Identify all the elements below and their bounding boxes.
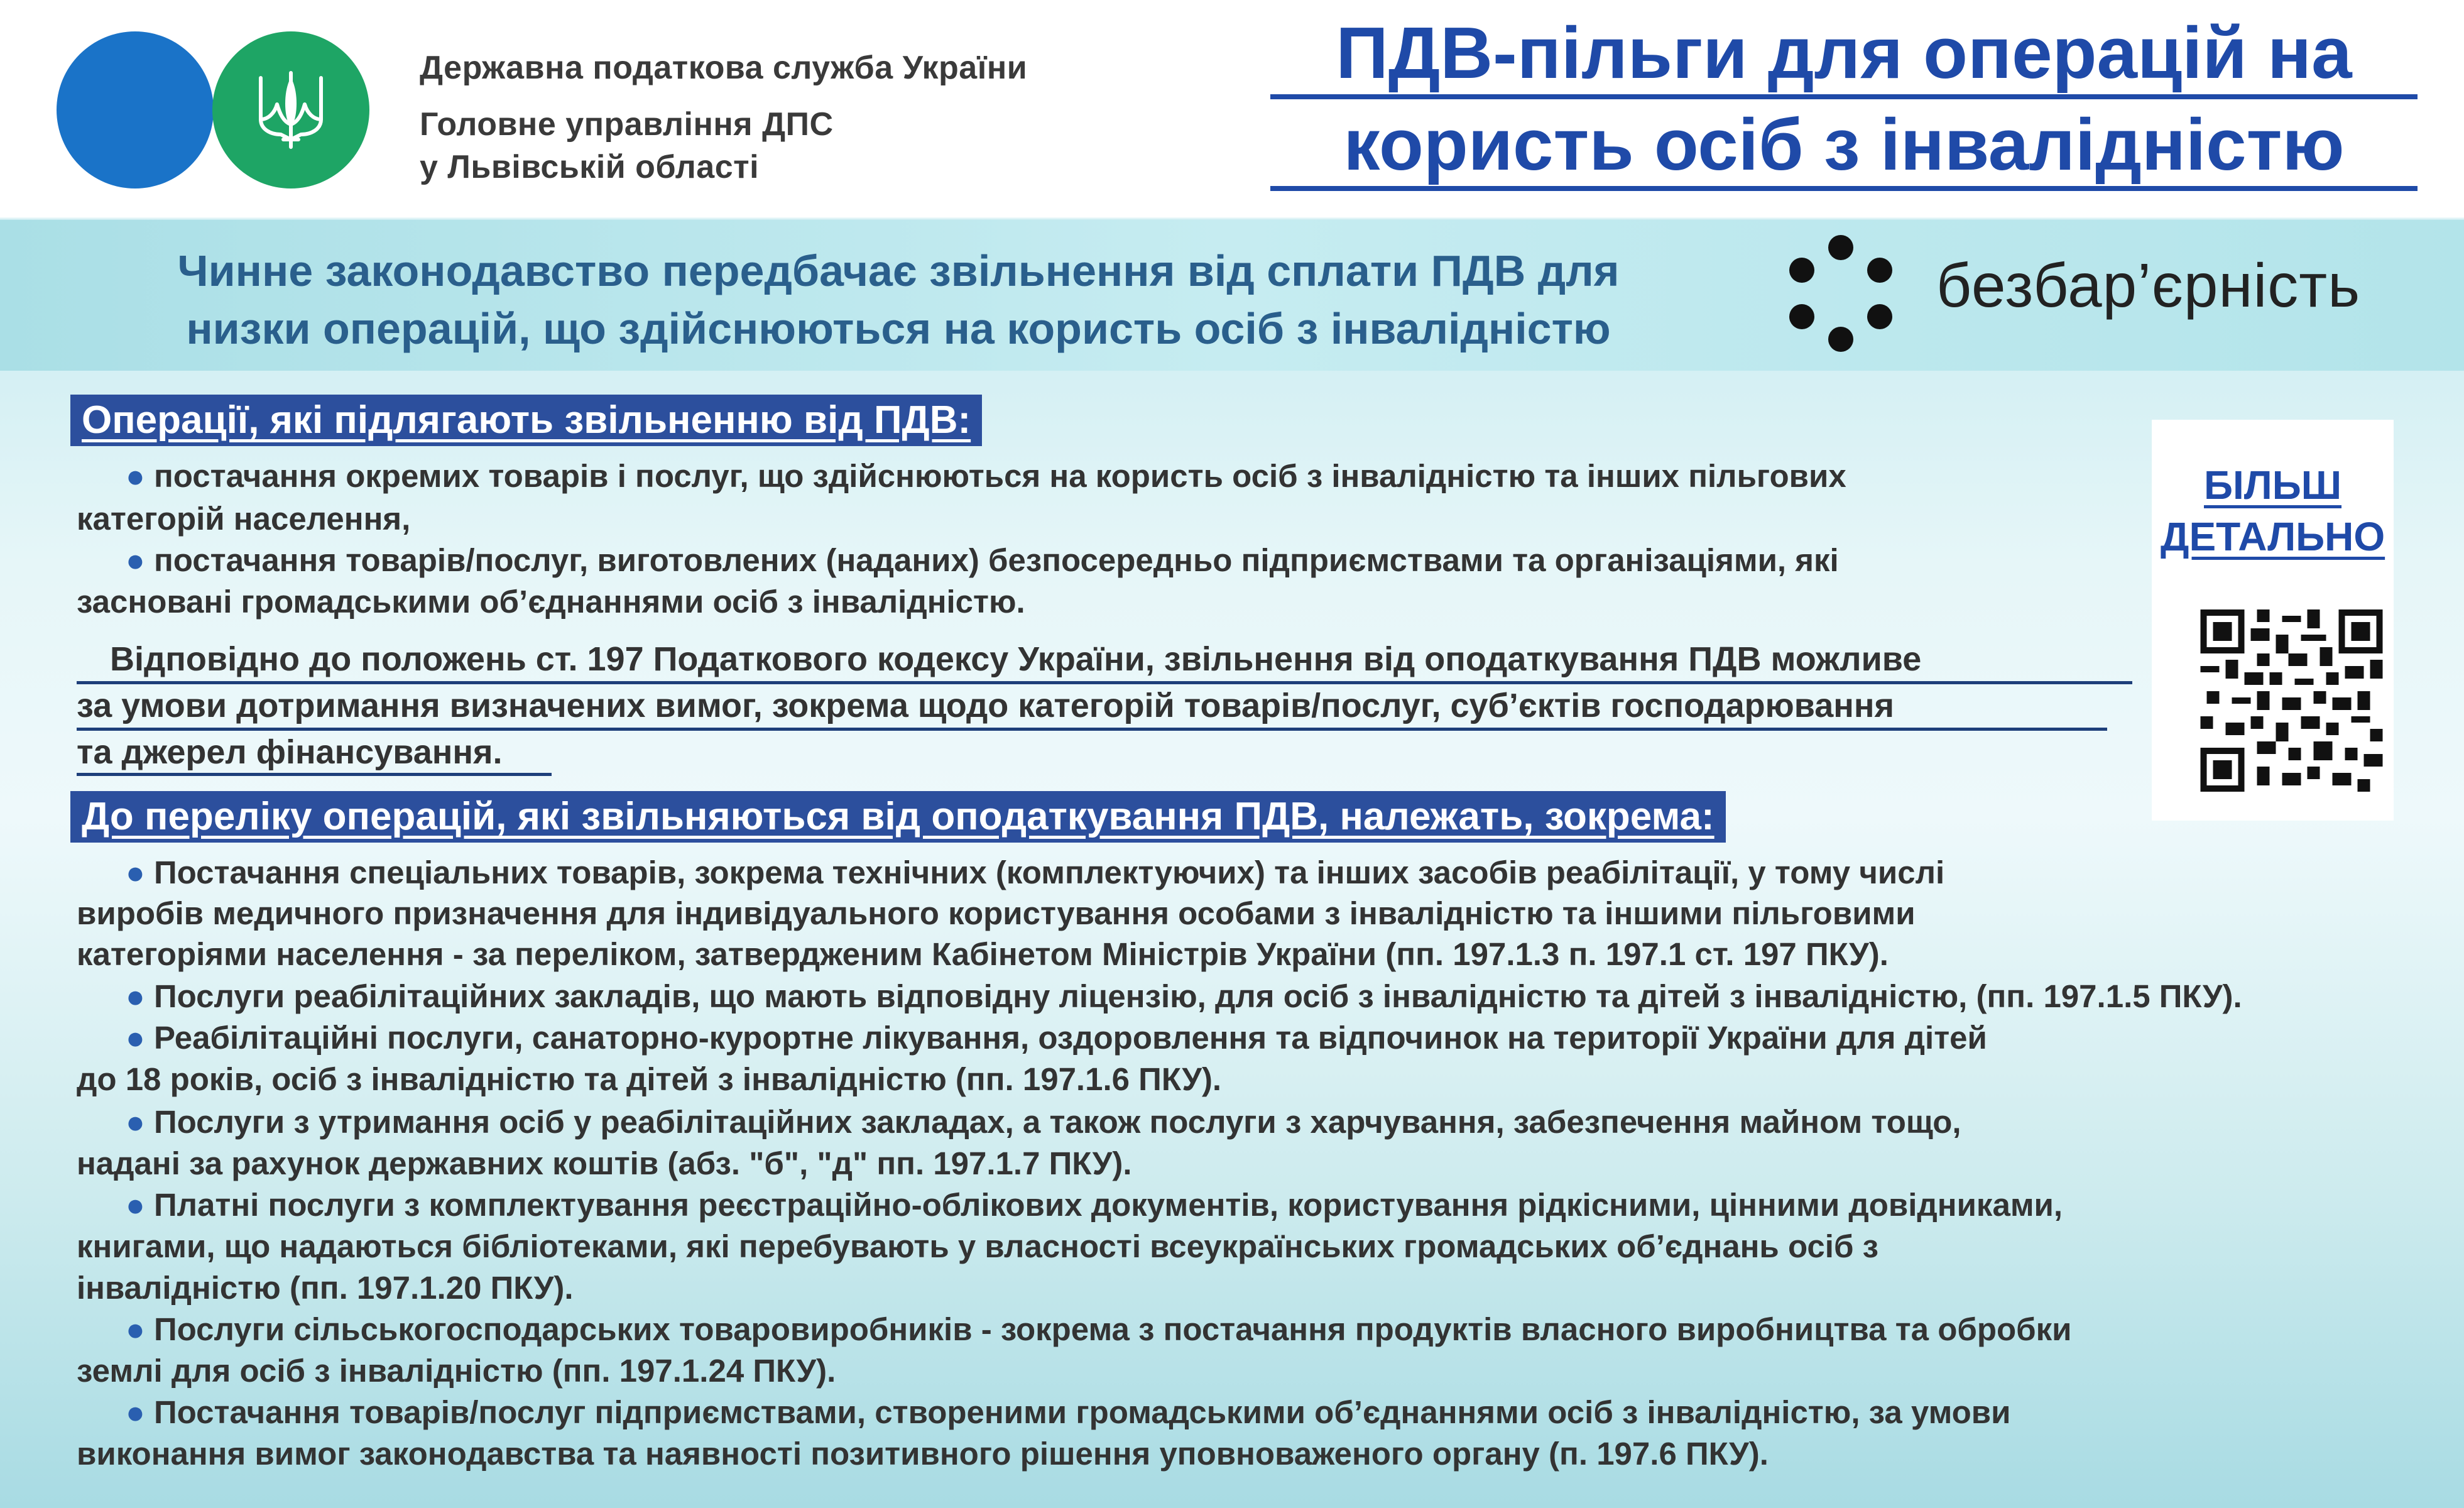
qr-code-icon[interactable] bbox=[2199, 609, 2384, 792]
title-underline-1 bbox=[1270, 94, 2418, 99]
note-line-2: за умови дотримання визначених вимог, зокрема щодо категорій товарів/послуг, суб’єктів господарювання bbox=[77, 687, 1895, 724]
list-item-text: Послуги сільськогосподарських товаровиробників - зокрема з постачання продуктів власного виробництва та обробки bbox=[153, 1311, 2072, 1347]
list-item bbox=[126, 460, 1846, 492]
list-item-text: постачання окремих товарів і послуг, що здійснюються на користь осіб з інвалідністю та інших пільгових bbox=[153, 458, 1846, 494]
bullet-icon: ● bbox=[126, 542, 154, 578]
banner-line-1: Чинне законодавство передбачає звільнення від сплати ПДВ для bbox=[177, 246, 1620, 295]
banner-line-2: низки операцій, що здійснюються на користь осіб з інвалідністю bbox=[186, 304, 1611, 353]
list-item-text: Платні послуги з комплектування реєстраційно-облікових документів, користування рідкісними, цінними довідниками, bbox=[153, 1187, 2063, 1223]
page-title-line-1: ПДВ-пільги для операцій на bbox=[1336, 12, 2352, 94]
barrier-free-logo-text: безбар’єрність bbox=[1936, 251, 2361, 320]
list-item-text: Послуги реабілітаційних закладів, що мають відповідну ліцензію, для осіб з інвалідністю та дітей з інвалідністю, (пп. 197.1.5 ПКУ). bbox=[153, 978, 2242, 1014]
list-item-continuation: категорій населення, bbox=[77, 501, 411, 537]
org-name-line-2: Головне управління ДПС bbox=[420, 106, 834, 143]
page-title-line-2: користь осіб з інвалідністю bbox=[1343, 104, 2345, 185]
section-heading-exempt-operations: Операції, які підлягають звільненню від ПДВ: bbox=[70, 395, 982, 446]
bullet-icon: ● bbox=[126, 1104, 154, 1140]
note-underline bbox=[77, 681, 2132, 684]
bullet-icon: ● bbox=[126, 1394, 154, 1430]
list-item-continuation: інвалідністю (пп. 197.1.20 ПКУ). bbox=[77, 1270, 574, 1306]
list-item bbox=[126, 544, 1839, 576]
bullet-icon: ● bbox=[126, 978, 154, 1014]
section-heading-exempt-list: До переліку операцій, які звільняються від оподаткування ПДВ, належать, зокрема: bbox=[70, 791, 1726, 843]
list-item bbox=[126, 856, 1944, 888]
list-item-continuation: надані за рахунок державних коштів (абз. "б", "д" пп. 197.1.7 ПКУ). bbox=[77, 1145, 1132, 1181]
bullet-icon: ● bbox=[126, 1311, 154, 1347]
list-item bbox=[126, 980, 2242, 1012]
list-item-text: Реабілітаційні послуги, санаторно-курортне лікування, оздоровлення та відпочинок на території України для дітей bbox=[153, 1020, 1987, 1056]
list-item bbox=[126, 1106, 1961, 1138]
blue-circle-emblem bbox=[57, 31, 214, 188]
note-line-3: та джерел фінансування. bbox=[77, 733, 503, 771]
list-item-continuation: виконання вимог законодавства та наявності позитивного рішення уповноваженого органу (п. 197.6 ПКУ). bbox=[77, 1436, 1769, 1472]
list-item-continuation: до 18 років, осіб з інвалідністю та дітей з інвалідністю (пп. 197.1.6 ПКУ). bbox=[77, 1061, 1222, 1097]
note-underline bbox=[77, 728, 2107, 731]
list-item-continuation: категоріями населення - за переліком, затвердженим Кабінетом Міністрів України (пп. 197.1.3 п. 197.1 ст. 197 ПКУ). bbox=[77, 936, 1889, 972]
more-info-link-line-1[interactable]: БІЛЬШ bbox=[2204, 462, 2341, 508]
list-item-text: Послуги з утримання осіб у реабілітаційних закладах, а також послуги з харчування, забезпечення майном тощо, bbox=[153, 1104, 1961, 1140]
list-item-continuation: засновані громадськими об’єднаннями осіб з інвалідністю. bbox=[77, 584, 1025, 620]
list-item-text: постачання товарів/послуг, виготовлених (наданих) безпосередньо підприємствами та організаціями, які bbox=[153, 542, 1839, 578]
barrier-free-dots-icon bbox=[1784, 234, 1897, 353]
bullet-icon: ● bbox=[126, 1187, 154, 1223]
list-item-continuation: книгами, що надаються бібліотеками, які перебувають у власності всеукраїнських громадських об’єднань осіб з bbox=[77, 1228, 1878, 1264]
list-item bbox=[126, 1396, 2011, 1428]
list-item bbox=[126, 1022, 1987, 1054]
list-item-text: Постачання спеціальних товарів, зокрема технічних (комплектуючих) та інших засобів реабілітації, у тому числі bbox=[153, 855, 1945, 890]
note-underline bbox=[77, 773, 552, 776]
list-item bbox=[126, 1313, 2072, 1345]
more-info-link-line-2[interactable]: ДЕТАЛЬНО bbox=[2160, 514, 2385, 559]
note-line-1: Відповідно до положень ст. 197 Податкового кодексу України, звільнення від оподаткування ПДВ можливе bbox=[110, 640, 1922, 678]
org-name-line-3: у Львівській області bbox=[420, 149, 760, 185]
list-item-text: Постачання товарів/послуг підприємствами, створеними громадськими об’єднаннями осіб з інвалідністю, за умови bbox=[153, 1394, 2011, 1430]
bullet-icon: ● bbox=[126, 458, 154, 494]
org-name-line-1: Державна податкова служба України bbox=[420, 50, 1028, 86]
trident-emblem-icon bbox=[254, 69, 327, 151]
bullet-icon: ● bbox=[126, 855, 154, 890]
title-underline-2 bbox=[1270, 186, 2418, 191]
list-item-continuation: землі для осіб з інвалідністю (пп. 197.1.24 ПКУ). bbox=[77, 1353, 836, 1389]
bullet-icon: ● bbox=[126, 1020, 154, 1056]
list-item-continuation: виробів медичного призначення для індивідуального користування особами з інвалідністю та іншими пільговими bbox=[77, 895, 1916, 931]
list-item bbox=[126, 1189, 2063, 1221]
